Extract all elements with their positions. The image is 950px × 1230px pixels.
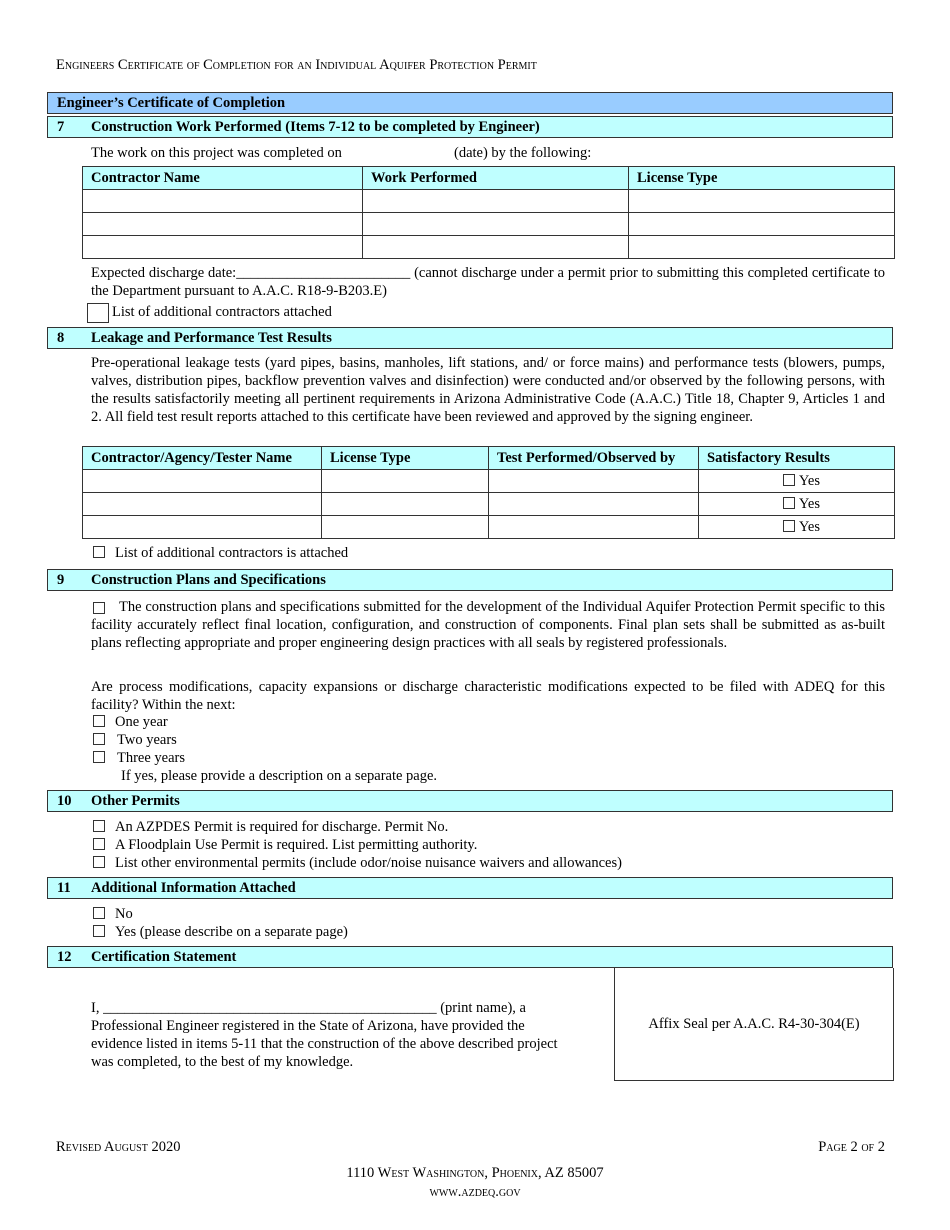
satisfactory-results-cell (699, 493, 895, 516)
modifications-question: Are process modifications, capacity expansions or discharge characteristic modifications expected to be filed with ADEQ for this facility? Within the next: (91, 679, 885, 713)
three-years-checkbox[interactable] (93, 751, 105, 763)
seal-box (614, 968, 894, 1081)
yes-label: Yes (please describe on a separate page) (115, 924, 348, 940)
col-license-type: License Type (629, 167, 895, 190)
contractor-name-cell[interactable] (83, 236, 363, 259)
section-7-title: Construction Work Performed (Items 7-12 to be completed by Engineer) (91, 119, 540, 135)
tester-name-cell[interactable] (83, 470, 322, 493)
section-10-title: Other Permits (91, 793, 180, 809)
contractor-table (82, 166, 895, 259)
option-three-years (93, 749, 185, 767)
yes-checkbox[interactable] (783, 474, 795, 486)
three-years-label: Three years (117, 750, 186, 766)
other-permits-label: List other environmental permits (include odor/noise nuisance waivers and allowances) (115, 855, 622, 871)
additional-testers-label: List of additional contractors is attached (115, 545, 349, 561)
work-performed-cell[interactable] (363, 213, 629, 236)
section-9-title: Construction Plans and Specifications (91, 572, 326, 588)
license-type-cell[interactable] (322, 470, 489, 493)
yes-checkbox[interactable] (93, 925, 105, 937)
contractor-name-cell[interactable] (83, 213, 363, 236)
no-label: No (115, 906, 133, 922)
section-12-header (47, 946, 893, 968)
one-year-label: One year (115, 714, 168, 730)
additional-contractors-label: List of additional contractors attached (112, 304, 332, 320)
contractor-name-cell[interactable] (83, 190, 363, 213)
seal-label: Affix Seal per A.A.C. R4-30-304(E) (648, 1015, 860, 1032)
table-row (83, 516, 895, 539)
test-performed-cell[interactable] (489, 516, 699, 539)
license-type-cell[interactable] (322, 516, 489, 539)
test-performed-cell[interactable] (489, 470, 699, 493)
certificate-title: Engineer’s Certificate of Completion (57, 95, 286, 111)
section-11-header (47, 877, 893, 899)
option-yes (93, 923, 348, 941)
tester-name-cell[interactable] (83, 493, 322, 516)
footer-page-number: Page 2 of 2 (818, 1139, 885, 1155)
yes-checkbox[interactable] (783, 497, 795, 509)
satisfactory-results-cell (699, 516, 895, 539)
section-9-header (47, 569, 893, 591)
section-10-number: 10 (57, 793, 72, 809)
table-row (83, 213, 895, 236)
table-row (83, 190, 895, 213)
one-year-checkbox[interactable] (93, 715, 105, 727)
col-tester-name: Contractor/Agency/Tester Name (83, 447, 322, 470)
section-9-number: 9 (57, 572, 65, 588)
footer-revised-date: Revised August 2020 (56, 1139, 181, 1155)
floodplain-permit-checkbox[interactable] (93, 838, 105, 850)
col-license-type: License Type (322, 447, 489, 470)
footer-website: www.azdeq.gov (429, 1184, 521, 1200)
no-checkbox[interactable] (93, 907, 105, 919)
test-results-table (82, 446, 895, 539)
document-header-title: Engineers Certificate of Completion for an Individual Aquifer Protection Permit (56, 57, 537, 73)
certification-text-line-3: evidence listed in items 5-11 that the construction of the above described project (91, 1036, 558, 1052)
section-7-header (47, 116, 893, 138)
section-8-header (47, 327, 893, 349)
azpdes-permit-label: An AZPDES Permit is required for discharge. Permit No. (115, 819, 449, 835)
yes-label: Yes (798, 518, 820, 535)
additional-testers-option (93, 544, 348, 562)
col-test-performed: Test Performed/Observed by (489, 447, 699, 470)
modifications-note: If yes, please provide a description on a separate page. (121, 768, 438, 784)
additional-testers-checkbox[interactable] (93, 546, 105, 558)
section-8-title: Leakage and Performance Test Results (91, 330, 332, 346)
tester-name-cell[interactable] (83, 516, 322, 539)
certification-text-line-2: Professional Engineer registered in the State of Arizona, have provided the (91, 1018, 525, 1034)
work-performed-cell[interactable] (363, 236, 629, 259)
work-performed-cell[interactable] (363, 190, 629, 213)
table-row (83, 470, 895, 493)
section-8-number: 8 (57, 330, 65, 346)
yes-label: Yes (798, 472, 820, 489)
option-azpdes-permit (93, 818, 448, 836)
option-floodplain-permit (93, 836, 477, 854)
footer-address: 1110 West Washington, Phoenix, AZ 85007 (346, 1165, 604, 1181)
construction-plans-paragraph: The construction plans and specifications submitted for the development of the Individual Aquifer Protection Permit specific to this facility accurately reflect final location, configuration, and construction of components. Final plan sets shall be submitted as as-built plans reflecting appropriate and proper engineering design practices with all seals by registered professionals. (91, 599, 885, 651)
option-two-years (93, 731, 177, 749)
two-years-checkbox[interactable] (93, 733, 105, 745)
license-type-cell[interactable] (629, 190, 895, 213)
work-completed-text-b: (date) by the following: (454, 145, 592, 161)
satisfactory-results-cell (699, 470, 895, 493)
col-work-performed: Work Performed (363, 167, 629, 190)
yes-checkbox[interactable] (783, 520, 795, 532)
work-completed-text-a: The work on this project was completed on (91, 145, 342, 161)
table-row (83, 236, 895, 259)
certification-name-line: I, ______________________________________________ (print name), a (91, 1000, 526, 1016)
option-no (93, 905, 133, 923)
col-satisfactory-results: Satisfactory Results (699, 447, 895, 470)
expected-discharge-text: Expected discharge date:________________________ (cannot discharge under a permit prior to submitting this completed certificate to the Department pursuant to A.A.C. R18-9-B203.E) (91, 265, 885, 299)
additional-contractors-checkbox[interactable] (87, 303, 109, 323)
option-one-year (93, 713, 168, 731)
option-other-permits (93, 854, 622, 872)
section-10-header (47, 790, 893, 812)
license-type-cell[interactable] (629, 236, 895, 259)
section-11-title: Additional Information Attached (91, 880, 296, 896)
floodplain-permit-label: A Floodplain Use Permit is required. List permitting authority. (115, 837, 478, 853)
test-performed-cell[interactable] (489, 493, 699, 516)
license-type-cell[interactable] (629, 213, 895, 236)
other-permits-checkbox[interactable] (93, 856, 105, 868)
certificate-title-bar (47, 92, 893, 114)
two-years-label: Two years (117, 732, 177, 748)
section-11-number: 11 (57, 880, 71, 896)
leakage-tests-paragraph: Pre-operational leakage tests (yard pipes, basins, manholes, lift stations, and/ or force mains) and performance tests (blowers, pumps, valves, distribution pipes, backflow prevention valves and disinfection) were conducted and/or observed by the following persons, with the results satisfactorily meeting all pertinent requirements in Arizona Administrative Code (A.A.C.) Title 18, Chapter 9, Articles 1 and 2. All field test result reports attached to this certificate have been reviewed and approved by the signing engineer. (91, 355, 885, 425)
col-contractor-name: Contractor Name (83, 167, 363, 190)
azpdes-permit-checkbox[interactable] (93, 820, 105, 832)
section-12-number: 12 (57, 949, 72, 965)
yes-label: Yes (798, 495, 820, 512)
certification-text-line-4: was completed, to the best of my knowledge. (91, 1054, 354, 1070)
section-12-title: Certification Statement (91, 949, 237, 965)
section-7-number: 7 (57, 119, 65, 135)
table-row (83, 493, 895, 516)
license-type-cell[interactable] (322, 493, 489, 516)
